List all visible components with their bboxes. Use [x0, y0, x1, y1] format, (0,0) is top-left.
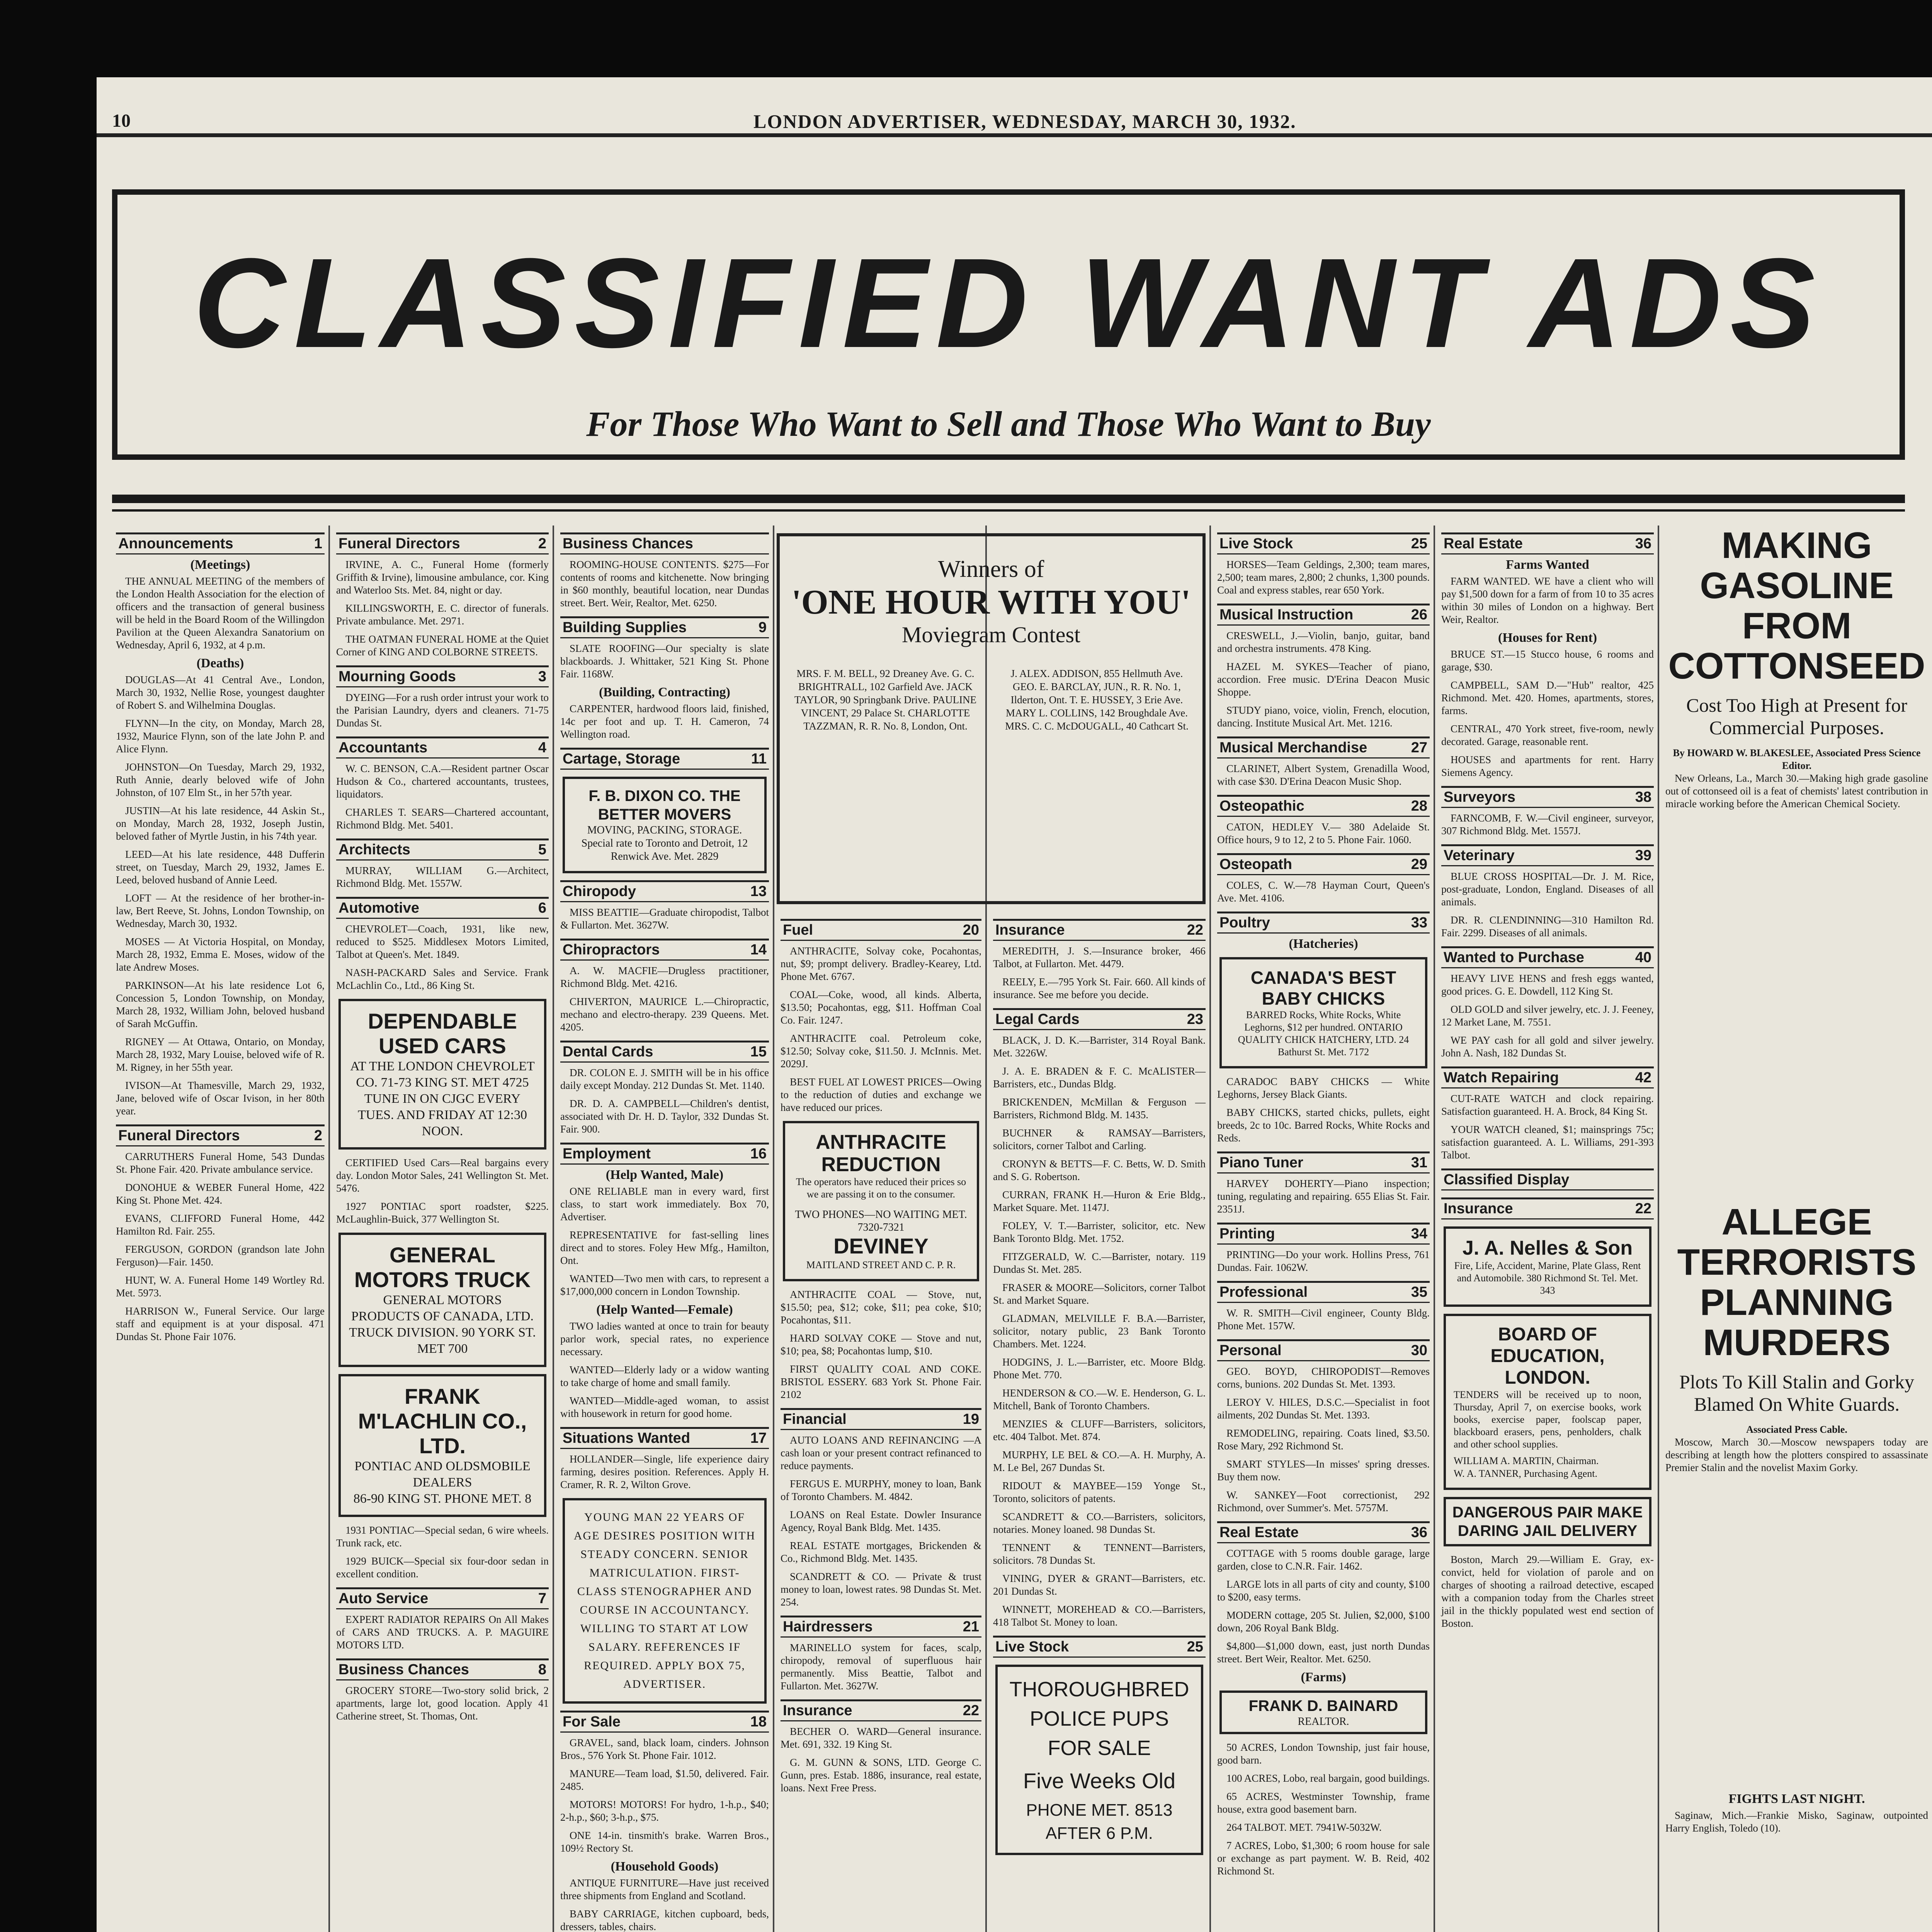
sub-header: Farms Wanted [1506, 558, 1589, 572]
classified-ad: LOFT — At the residence of her brother-in-law, Bert Reeve, St. Johns, London Township, on Wednesday, March 30, 1932. [116, 892, 325, 929]
classified-ad: CARPENTER, hardwood floors laid, finished, 14c per foot and up. T. H. Cameron, 74 Wellington road. [560, 703, 769, 740]
classified-ad: CRONYN & BETTS—F. C. Betts, W. D. Smith and S. G. Robertson. [993, 1158, 1206, 1182]
news-headline: ALLEGE TERRORISTS PLANNING MURDERS [1677, 1201, 1917, 1363]
contest-title: Winners of [938, 556, 1044, 582]
classified-ad: RIDOUT & MAYBEE—159 Yonge St., Toronto, solicitors of patents. [993, 1480, 1206, 1504]
classified-ad: EVANS, CLIFFORD Funeral Home, 442 Hamilton Rd. Fair. 255. [116, 1213, 325, 1237]
classified-ad: W. R. SMITH—Civil engineer, County Bldg. Phone Met. 157W. [1217, 1307, 1430, 1332]
classified-ad: BRUCE ST.—15 Stucco house, 6 rooms and garage, $30. [1441, 648, 1654, 673]
classified-ad: ANTHRACITE coal. Petroleum coke, $12.50; Solvay coke, $11.50. J. McInnis. Met. 2029J. [781, 1032, 981, 1070]
classified-ad: LOANS on Real Estate. Dowler Insurance Agency, Royal Bank Bldg. Met. 1435. [781, 1509, 981, 1533]
section-header: Automotive 6 [336, 897, 549, 919]
sub-header: (Houses for Rent) [1498, 631, 1597, 645]
classified-ad: IRVINE, A. C., Funeral Home (formerly Griffith & Irvine), limousine ambulance, cor. King and Waterloo Sts. Met. 84, night or day. [336, 559, 549, 596]
display-ad-address: MAITLAND STREET AND C. P. R. [806, 1259, 956, 1270]
classified-ad: 1929 BUICK—Special six four-door sedan in excellent condition. [336, 1555, 549, 1580]
classified-ad: RIGNEY — At Ottawa, Ontario, on Monday, March 28, 1932, Mary Louise, beloved wife of R. M. Rigney, in her 55th year. [116, 1036, 325, 1073]
news-story: Moscow, March 30.—Moscow newspapers today are describing at length how the plotters conspired to assassinate Premier Stalin and the novelist Maxim Gorky. [1665, 1436, 1928, 1473]
classified-ad: BLUE CROSS HOSPITAL—Dr. J. M. Rice, post-graduate, London, England. Diseases of all animals. [1441, 871, 1654, 908]
classified-ad: LEROY V. HILES, D.S.C.—Specialist in foot ailments, 202 Dundas St. Met. 1393. [1217, 1396, 1430, 1421]
classified-ad: ANTHRACITE, Solvay coke, Pocahontas, nut, $9; prompt delivery. Bradley-Kearey, Ltd. Phone Met. 6767. [781, 945, 981, 982]
section-header: Financial 19 [781, 1408, 981, 1430]
display-ad-phone: TWO PHONES—NO WAITING MET. 7320-7321 [795, 1209, 967, 1233]
classified-ad: SLATE ROOFING—Our specialty is slate blackboards. J. Whittaker, 521 King St. Phone Fair. 1168W. [560, 643, 769, 680]
classified-ad: WANTED—Middle-aged woman, to assist with housework in return for good home. [560, 1395, 769, 1419]
classified-ad: CHARLES T. SEARS—Chartered accountant, Richmond Bldg. Met. 5401. [336, 806, 549, 831]
display-ad-text: MOVING, PACKING, STORAGE. Special rate to Toronto and Detroit, 12 Renwick Ave. Met. 2829 [581, 824, 748, 862]
display-ad-title: F. B. DIXON CO. THE BETTER MOVERS [588, 787, 741, 823]
classified-ad: G. M. GUNN & SONS, LTD. George C. Gunn, pres. Estab. 1886, insurance, real estate, loans. Next Free Press. [781, 1757, 981, 1794]
display-ad-text: Fire, Life, Accident, Marine, Plate Glass, Rent and Automobile. 380 Richmond St. Tel. Met. 343 [1454, 1260, 1641, 1296]
classified-ad: DYEING—For a rush order intrust your work to the Parisian Laundry, dyers and cleaners. 71-75 Dundas St. [336, 692, 549, 729]
news-story-continued [1665, 816, 1928, 1202]
display-ad-bainard [1219, 1690, 1427, 1734]
sub-header: (Building, Contracting) [599, 685, 731, 699]
column-4 [777, 912, 985, 1897]
display-ad-text: PONTIAC AND OLDSMOBILE DEALERS [354, 1459, 531, 1490]
classified-ad: HOUSES and apartments for rent. Harry Siemens Agency. [1441, 754, 1654, 778]
classified-ad: 1927 PONTIAC sport roadster, $225. McLaughlin-Buick, 377 Wellington St. [336, 1201, 549, 1225]
classified-ad: KILLINGSWORTH, E. C. director of funerals. Private ambulance. Met. 2971. [336, 602, 549, 627]
classified-ad: CURRAN, FRANK H.—Huron & Erie Bldg., Market Square. Met. 1147J. [993, 1189, 1206, 1213]
section-header: Chiropody 13 [560, 880, 769, 902]
contest-movie-title: 'ONE HOUR WITH YOU' [791, 583, 1191, 621]
display-ad-text: GENERAL MOTORS PRODUCTS OF CANADA, LTD. TRUCK DIVISION. 90 YORK ST. MET 700 [349, 1293, 536, 1356]
classified-ad: SCANDRETT & CO.—Barristers, solicitors, notaries. Money loaned. 98 Dundas St. [993, 1511, 1206, 1535]
classified-ad: JUSTIN—At his late residence, 44 Askin St., on Monday, March 28, 1932, Joseph Justin, beloved father of Myrtle Justin, in his 74th year. [116, 805, 325, 842]
classified-ad: J. A. E. BRADEN & F. C. McALISTER—Barristers, etc., Dundas Bldg. [993, 1065, 1206, 1090]
column-6 [1213, 526, 1434, 1932]
display-ad-phone: PHONE MET. 8513 AFTER 6 P.M. [1026, 1801, 1173, 1843]
classified-ad: WANTED—Elderly lady or a widow wanting to take charge of home and small family. [560, 1364, 769, 1388]
display-ad-address: 86-90 KING ST. PHONE MET. 8 [353, 1492, 532, 1506]
display-ad-young-man: YOUNG MAN 22 YEARS OF AGE DESIRES POSITION WITH STEADY CONCERN. SENIOR MATRICULATION. FIRST-CLASS STENOGRAPHER AND COURSE IN ACCOUNTANCY. WILLING TO START AT LOW SALARY. REFERENCES IF REQUIRED. APPLY BOX 75, ADVERTISER. [563, 1498, 767, 1704]
classified-ad: MOTORS! MOTORS! For hydro, 1-h.p., $40; 2-h.p., $60; 3-h.p., $75. [560, 1799, 769, 1823]
column-1 [112, 526, 328, 1932]
display-ad-mclachlin [338, 1374, 546, 1517]
news-deck: Plots To Kill Stalin and Gorky Blamed On White Guards. [1679, 1371, 1915, 1415]
classified-ad: VINING, DYER & GRANT—Barristers, etc. 201 Dundas St. [993, 1573, 1206, 1597]
sub-header: (Household Goods) [611, 1859, 719, 1874]
section-header: Auto Service 7 [336, 1587, 549, 1609]
section-header: Live Stock 25 [1217, 532, 1430, 554]
classified-ad: CATON, HEDLEY V.— 380 Adelaide St. Office hours, 9 to 12, 2 to 5. Phone Fair. 1060. [1217, 821, 1430, 845]
section-header: Musical Instruction 26 [1217, 604, 1430, 626]
classified-ad: COAL—Coke, wood, all kinds. Alberta, $13.50; Pocahontas, egg, $11. Hoffman Coal Co. Fair. 1247. [781, 989, 981, 1026]
classified-ad: 264 TALBOT. MET. 7941W-5032W. [1226, 1821, 1382, 1833]
classified-ad: FERGUS E. MURPHY, money to loan, Bank of Toronto Chambers. M. 4842. [781, 1478, 981, 1502]
section-header: Architects 5 [336, 838, 549, 861]
section-header: Accountants 4 [336, 736, 549, 759]
classified-ad: MARINELLO system for faces, scalp, chiropody, removal of superfluous hair permanently. Miss Beattie, Talbot and Fullarton. Met. 3627W. [781, 1642, 981, 1692]
section-header: Business Chances 8 [336, 1658, 549, 1680]
section-header: Funeral Directors 2 [336, 532, 549, 554]
classified-ad: 65 ACRES, Westminster Township, frame house, extra good basement barn. [1217, 1791, 1430, 1815]
classified-ad: BUCHNER & RAMSAY—Barristers, solicitors, corner Talbot and Carling. [993, 1127, 1206, 1151]
section-header: Surveyors 38 [1441, 786, 1654, 808]
section-header: Building Supplies 9 [560, 616, 769, 638]
banner-rule [112, 495, 1905, 503]
classified-ad: ROOMING-HOUSE CONTENTS. $275—For contents of rooms and kitchenette. Now bringing in $60 monthly, beautiful location, near Dundas street. Bert. Weir, Realtor, Met. 6250. [560, 559, 769, 609]
classified-ad: WINNETT, MOREHEAD & CO.—Barristers, 418 Talbot St. Money to loan. [993, 1604, 1206, 1628]
classified-ad: CARADOC BABY CHICKS — White Leghorns, Jersey Black Giants. [1217, 1076, 1430, 1100]
classified-ad: REELY, E.—795 York St. Fair. 660. All kinds of insurance. See me before you decide. [993, 976, 1206, 1000]
column-rule [773, 526, 774, 1932]
section-header: Poultry 33 [1217, 912, 1430, 934]
classified-ad: CLARINET, Albert System, Grenadilla Wood, with case $30. D'Erina Deacon Music Shop. [1217, 763, 1430, 787]
news-byline: Associated Press Cable. [1746, 1424, 1847, 1435]
section-header: Personal 30 [1217, 1339, 1430, 1361]
classified-ad: HORSES—Team Geldings, 2,300; team mares, 2,500; team mares, 2,800; 2 chunks, 1,300 pounds. Coal and express stables, rear 650 York. [1217, 559, 1430, 596]
classified-ad: FLYNN—In the city, on Monday, March 28, 1932, Maurice Flynn, son of the late John P. and Alice Flynn. [116, 718, 325, 755]
section-header: Classified Display [1441, 1168, 1654, 1190]
display-ad-used-cars [338, 999, 546, 1150]
contest-subtitle: Moviegram Contest [901, 622, 1081, 647]
news-deck: Cost Too High at Present for Commercial Purposes. [1686, 694, 1907, 738]
classified-ad: BRICKENDEN, McMillan & Ferguson —Barristers, Richmond Bldg. M. 1435. [993, 1096, 1206, 1121]
classified-ad: CAMPBELL, SAM D.—"Hub" realtor, 425 Richmond. Met. 420. Homes, apartments, stores, farms. [1441, 679, 1654, 716]
classified-ad: MANURE—Team load, $1.50, delivered. Fair. 2485. [560, 1768, 769, 1792]
news-byline: By HOWARD W. BLAKESLEE, Associated Press Science Editor. [1673, 747, 1921, 771]
section-header: Real Estate 36 [1217, 1521, 1430, 1543]
classified-ad: FIRST QUALITY COAL AND COKE. BRISTOL ESSERY. 683 York St. Phone Fair. 2102 [781, 1363, 981, 1400]
classified-ad: FITZGERALD, W. C.—Barrister, notary. 119 Dundas St. Met. 285. [993, 1251, 1206, 1275]
classified-ad: CERTIFIED Used Cars—Real bargains every day. London Motor Sales, 241 Wellington St. Met. 5476. [336, 1157, 549, 1194]
display-ad-board-of-education [1444, 1314, 1651, 1490]
display-ad-subtitle: REALTOR. [1298, 1716, 1349, 1728]
classified-ad: FARM WANTED. WE have a client who will pay $1,500 down for a farm of from 10 to 35 acres within 30 miles of London on a highway. Bert Weir, Realtor. [1441, 575, 1654, 625]
banner-title: CLASSIFIED WANT ADS [193, 231, 1824, 374]
classified-ad: A. W. MACFIE—Drugless practitioner, Richmond Bldg. Met. 4216. [560, 965, 769, 989]
classified-ad: YOUR WATCH cleaned, $1; mainsprings 75c; satisfaction guaranteed. A. L. Williams, 291-393 Talbot. [1441, 1124, 1654, 1161]
section-header: Live Stock 25 [993, 1636, 1206, 1658]
sub-header: (Farms) [1301, 1670, 1346, 1684]
display-ad-company: DEVINEY [833, 1234, 929, 1258]
display-ad-signature: WILLIAM A. MARTIN, Chairman. [1454, 1455, 1599, 1466]
display-ad-title: FRANK M'LACHLIN CO., LTD. [358, 1384, 527, 1458]
display-ad-text: AT THE LONDON CHEVROLET CO. 71-73 KING ST. MET 4725 TUNE IN ON CJGC EVERY TUES. AND FRIDAY AT 12:30 NOON. [350, 1059, 535, 1138]
section-header: Situations Wanted 17 [560, 1427, 769, 1449]
classified-ad: ANTHRACITE COAL — Stove, nut, $15.50; pea, $12; coke, $11; pea coke, $10; Pocahontas, $11. [781, 1289, 981, 1326]
classified-ad: THE ANNUAL MEETING of the members of the London Health Association for the election of officers and the transaction of general business will be held in the Board Room of the Willingdon Pavilion at the Queen Alexandra Sanatorium on Wednesday, April 6, 1932, at 4 p.m. [116, 575, 325, 651]
classified-banner [112, 189, 1905, 460]
column-2 [332, 526, 553, 1932]
classified-ad: FOLEY, V. T.—Barrister, solicitor, etc. New Bank Toronto Bldg. Met. 1752. [993, 1220, 1206, 1244]
classified-ad: HODGINS, J. L.—Barrister, etc. Moore Bldg. Phone Met. 770. [993, 1356, 1206, 1381]
section-header: Insurance 22 [1441, 1197, 1654, 1219]
sub-header: (Deaths) [196, 656, 244, 670]
news-story: New Orleans, La., March 30.—Making high grade gasoline out of cottonseed oil is a feat of chemists' latest contribution in miracle working before the American Chemical Society. [1665, 772, 1928, 810]
classified-ad: GROCERY STORE—Two-story solid brick, 2 apartments, large lot, good location. Apply 41 Catherine street, St. Thomas, Ont. [336, 1685, 549, 1722]
display-ad-title: DEPENDABLE USED CARS [368, 1009, 517, 1058]
section-header: Fuel 20 [781, 919, 981, 941]
classified-ad: COLES, C. W.—78 Hayman Court, Queen's Ave. Met. 4106. [1217, 879, 1430, 904]
classified-ad: JOHNSTON—On Tuesday, March 29, 1932, Ruth Annie, dearly beloved wife of John Johnston, of 107 Elm St., in her 57th year. [116, 761, 325, 798]
section-header: Employment 16 [560, 1143, 769, 1165]
section-header: Chiropractors 14 [560, 939, 769, 961]
classified-ad: HENDERSON & CO.—W. E. Henderson, G. L. Mitchell, Bank of Toronto Chambers. [993, 1387, 1206, 1412]
classified-ad: CENTRAL, 470 York street, five-room, newly decorated. Garage, reasonable rent. [1441, 723, 1654, 747]
section-header: Legal Cards 23 [993, 1008, 1206, 1030]
column-rule [553, 526, 554, 1932]
column-3 [556, 526, 773, 1932]
classified-ad: LARGE lots in all parts of city and county, $100 to $200, easy terms. [1217, 1578, 1430, 1603]
classified-ad: OLD GOLD and silver jewelry, etc. J. J. Feeney, 12 Market Lane, M. 7551. [1441, 1003, 1654, 1028]
winner-list-left: MRS. F. M. BELL, 92 Dreaney Ave. G. C. BRIGHTRALL, 102 Garfield Ave. JACK TAYLOR, 90 Springbank Drive. PAULINE VINCENT, 29 Palace St. CHARLOTTE TAZZMAN, R. R. No. 8, London, Ont. [794, 668, 977, 732]
section-header: Osteopathic 28 [1217, 795, 1430, 817]
classified-ad: DONOHUE & WEBER Funeral Home, 422 King St. Phone Met. 424. [116, 1182, 325, 1206]
news-headline: MAKING GASOLINE FROM COTTONSEED [1668, 526, 1925, 687]
winner-list-right: J. ALEX. ADDISON, 855 Hellmuth Ave. GEO. E. BARCLAY, JUN., R. R. No. 1, Ilderton, Ont. T. E. HUSSEY, 3 Erie Ave. MARY L. COLLINS, 142 Broughdale Ave. MRS. C. C. McDOUGALL, 40 Cathcart St. [1005, 668, 1189, 732]
display-ad-title: BOARD OF EDUCATION, LONDON. [1490, 1324, 1605, 1388]
classified-ad: DR. R. CLENDINNING—310 Hamilton Rd. Fair. 2299. Diseases of all animals. [1441, 914, 1654, 939]
classified-ad: CARRUTHERS Funeral Home, 543 Dundas St. Phone Fair. 420. Private ambulance service. [116, 1151, 325, 1175]
news-headline: DANGEROUS PAIR MAKE DARING JAIL DELIVERY [1452, 1504, 1643, 1539]
classified-ad: REPRESENTATIVE for fast-selling lines direct and to stores. Foley Hew Mfg., Hamilton, Ont. [560, 1229, 769, 1266]
classified-ad: HARD SOLVAY COKE — Stove and nut, $10; pea, $8; Pocahontas lump, $10. [781, 1332, 981, 1357]
classified-ad: SCANDRETT & CO. — Private & trust money to loan, lowest rates. 98 Dundas St. Met. 254. [781, 1571, 981, 1608]
dateline: LONDON ADVERTISER, WEDNESDAY, MARCH 30, 1932. [753, 111, 1296, 132]
column-rule [1209, 526, 1211, 1932]
classified-ad: AUTO LOANS AND REFINANCING —A cash loan or your present contract refinanced to reduce payments. [781, 1434, 981, 1471]
column-rule [1658, 526, 1659, 1932]
section-header: Piano Tuner 31 [1217, 1151, 1430, 1173]
display-ad-title: GENERAL MOTORS TRUCK [354, 1243, 531, 1292]
classified-ad: BLACK, J. D. K.—Barrister, 314 Royal Bank. Met. 3226W. [993, 1034, 1206, 1059]
section-header: Musical Merchandise 27 [1217, 736, 1430, 759]
classified-ad: COTTAGE with 5 rooms double garage, large garden, close to C.N.R. Fair. 1462. [1217, 1548, 1430, 1572]
sub-header: (Hatcheries) [1289, 937, 1358, 951]
classified-ad: BEST FUEL AT LOWEST PRICES—Owing to the reduction of duties and exchange we have reduced our prices. [781, 1076, 981, 1113]
classified-ad: REMODELING, repairing. Coats lined, $3.50. Rose Mary, 292 Richmond St. [1217, 1427, 1430, 1452]
classified-ad: FARNCOMB, F. W.—Civil engineer, surveyor, 307 Richmond Bldg. Met. 1557J. [1441, 812, 1654, 837]
classified-ad: 100 ACRES, Lobo, real bargain, good buildings. [1226, 1772, 1430, 1784]
banner-subtitle: For Those Who Want to Sell and Those Who Want to Buy [586, 404, 1431, 444]
classified-ad: HOLLANDER—Single, life experience dairy farming, desires position. References. Apply H. Cramer, R. R. 2, Wilton Grove. [560, 1453, 769, 1490]
sub-header: (Meetings) [190, 558, 250, 572]
classified-ad: DR. COLON E. J. SMITH will be in his office daily except Monday. 212 Dundas St. Met. 1140. [560, 1067, 769, 1091]
display-ad-text: TENDERS will be received up to noon, Thursday, April 7, on exercise books, work books, exercise paper, foolscap paper, blackboard erasers, pens, penholders, chalk and other school supplies. [1454, 1389, 1641, 1450]
section-header: Printing 34 [1217, 1223, 1430, 1245]
classified-ad: W. C. BENSON, C.A.—Resident partner Oscar Hudson & Co., chartered accountants, trustees, liquidators. [336, 763, 549, 800]
display-ad-title: CANADA'S BEST BABY CHICKS [1250, 968, 1396, 1009]
classified-ad: 50 ACRES, London Township, just fair house, good barn. [1217, 1742, 1430, 1766]
section-header: Veterinary 39 [1441, 844, 1654, 866]
classified-ad: BABY CHICKS, started chicks, pullets, eight breeds, 2c to 10c. Barred Rocks, White Rocks and Reds. [1217, 1107, 1430, 1144]
column-7 [1437, 526, 1658, 1932]
classified-ad: CRESWELL, J.—Violin, banjo, guitar, band and orchestra instruments. 478 King. [1217, 630, 1430, 654]
classified-ad: W. SANKEY—Foot correctionist, 292 Richmond, over Summer's. Met. 5757M. [1217, 1489, 1430, 1514]
column-rule [1434, 526, 1435, 1932]
section-header: Real Estate 36 [1441, 532, 1654, 554]
section-header: Insurance 22 [781, 1699, 981, 1721]
classified-ad: 1931 PONTIAC—Special sedan, 6 wire wheels. Trunk rack, etc. [336, 1524, 549, 1549]
classified-ad: NASH-PACKARD Sales and Service. Frank McLachlin Co., Ltd., 86 King St. [336, 967, 549, 991]
display-ad-dixon [563, 777, 767, 873]
classified-ad: ONE 14-in. tinsmith's brake. Warren Bros., 109½ Rectory St. [560, 1830, 769, 1854]
section-header: Cartage, Storage 11 [560, 748, 769, 770]
display-ad-gm-truck [338, 1233, 546, 1367]
section-header: Announcements 1 [116, 532, 325, 554]
display-ad-nelles [1444, 1226, 1651, 1307]
display-ad-police-pups [995, 1665, 1203, 1855]
classified-ad: HEAVY LIVE HENS and fresh eggs wanted, good prices. G. E. Dowdell, 112 King St. [1441, 973, 1654, 997]
sub-header: (Help Wanted—Female) [596, 1303, 733, 1317]
section-header: Business Chances [560, 532, 769, 554]
classified-ad: EXPERT RADIATOR REPAIRS On All Makes of CARS AND TRUCKS. A. P. MAGUIRE MOTORS LTD. [336, 1614, 549, 1651]
classified-ad: CUT-RATE WATCH and clock repairing. Satisfaction guaranteed. H. A. Brock, 84 King St. [1441, 1093, 1654, 1117]
classified-ad: MENZIES & CLUFF—Barristers, solicitors, etc. 404 Talbot. Met. 874. [993, 1418, 1206, 1442]
section-header: Professional 35 [1217, 1281, 1430, 1303]
display-ad-title: J. A. Nelles & Son [1462, 1237, 1633, 1259]
display-ad-baby-chicks [1219, 957, 1427, 1068]
classified-ad: CHIVERTON, MAURICE L.—Chiropractic, mechano and electro-therapy. 239 Queens. Met. 4205. [560, 996, 769, 1033]
section-header: For Sale 18 [560, 1711, 769, 1733]
classified-ad: $4,800—$1,000 down, east, just north Dundas street. Bert Weir, Realtor. Met. 6250. [1217, 1640, 1430, 1665]
banner-rule-thin [112, 509, 1905, 512]
classified-ad: PARKINSON—At his late residence Lot 6, Concession 5, London Township, on Monday, March 28, 1932, William John, beloved husband of Sarah McGuffin. [116, 980, 325, 1029]
display-ad-title: THOROUGHBRED POLICE PUPS FOR SALE [1009, 1678, 1189, 1760]
section-header: Insurance 22 [993, 919, 1206, 941]
section-header: Hairdressers 21 [781, 1616, 981, 1638]
classified-ad: TENNENT & TENNENT—Barristers, solicitors. 78 Dundas St. [993, 1542, 1206, 1566]
classified-ad: MURRAY, WILLIAM G.—Architect, Richmond Bldg. Met. 1557W. [336, 865, 549, 889]
news-story: Boston, March 29.—William E. Gray, ex-convict, held for violation of parole and on charges of shooting a railroad detective, escaped with a companion today from the Charles street jail in the thickly populated west end section of Boston. [1441, 1554, 1654, 1629]
news-dangerous-pair [1444, 1497, 1651, 1546]
section-header: Dental Cards 15 [560, 1041, 769, 1063]
classified-ad: HARRISON W., Funeral Service. Our large staff and equipment is at your disposal. 471 Dundas St. Phone Fair 1076. [116, 1305, 325, 1342]
classified-ad: WE PAY cash for all gold and silver jewelry. John A. Nash, 182 Dundas St. [1441, 1034, 1654, 1059]
display-ad-deviney [783, 1121, 979, 1281]
classified-ad: 7 ACRES, Lobo, $1,300; 6 room house for sale or exchange as part payment. W. B. Reid, 402 Richmond St. [1217, 1840, 1430, 1877]
classified-ad: FERGUSON, GORDON (grandson late John Ferguson)—Fair. 1450. [116, 1243, 325, 1268]
section-header: Watch Repairing 42 [1441, 1066, 1654, 1088]
classified-ad: HAZEL M. SYKES—Teacher of piano, accordion. Free music. D'Erina Deacon Music Shoppe. [1217, 661, 1430, 698]
column-5 [989, 912, 1209, 1932]
classified-ad: MISS BEATTIE—Graduate chiropodist, Talbot & Fullarton. Met. 3627W. [560, 906, 769, 931]
contest-winners-box [777, 533, 1206, 904]
classified-ad: HARVEY DOHERTY—Piano inspection; tuning, regulating and repairing. 655 Elias St. Fair. 2351J. [1217, 1178, 1430, 1215]
classified-ad: TWO ladies wanted at once to train for beauty parlor work, special rates, no experience necessary. [560, 1320, 769, 1357]
news-story-continued [1665, 1480, 1928, 1789]
classified-ad: MURPHY, LE BEL & CO.—A. H. Murphy, A. M. Le Bel, 267 Dundas St. [993, 1449, 1206, 1473]
classified-ad: REAL ESTATE mortgages, Brickenden & Co., Richmond Bldg. Met. 1435. [781, 1540, 981, 1564]
fights-heading: FIGHTS LAST NIGHT. [1728, 1792, 1865, 1806]
classified-ad: HUNT, W. A. Funeral Home 149 Wortley Rd. Met. 5973. [116, 1274, 325, 1299]
classified-ad: GEO. BOYD, CHIROPODIST—Removes corns, bunions. 202 Dundas St. Met. 1393. [1217, 1366, 1430, 1390]
classified-ad: ONE RELIABLE man in every ward, first class, to start work immediately. Box 70, Advertiser. [560, 1185, 769, 1223]
classified-ad: STUDY piano, voice, violin, French, elocution, dancing. Institute Musical Art. Met. 1216. [1217, 704, 1430, 729]
classified-ad: BECHER O. WARD—General insurance. Met. 691, 332. 19 King St. [781, 1726, 981, 1750]
display-ad-signature: W. A. TANNER, Purchasing Agent. [1454, 1468, 1598, 1479]
classified-ad: MODERN cottage, 205 St. Julien, $2,000, $100 down, 206 Royal Bank Bldg. [1217, 1609, 1430, 1634]
sub-header: (Help Wanted, Male) [605, 1168, 724, 1182]
contest-winner-lists [780, 667, 1202, 733]
section-header: Mourning Goods 3 [336, 665, 549, 687]
fights-results: Saginaw, Mich.—Frankie Misko, Saginaw, outpointed Harry English, Toledo (10). [1665, 1810, 1928, 1834]
section-header: Wanted to Purchase 40 [1441, 946, 1654, 968]
classified-ad: CHEVROLET—Coach, 1931, like new, reduced to $525. Middlesex Motors Limited, Talbot at Queen's. Met. 1849. [336, 923, 549, 960]
masthead [97, 110, 1932, 137]
classified-ad: DR. D. A. CAMPBELL—Children's dentist, associated with Dr. H. D. Taylor, 332 Dundas St. Fair. 900. [560, 1098, 769, 1135]
classified-ad: GLADMAN, MELVILLE F. B.A.—Barrister, solicitor, notary public, 23 Bank Toronto Chambers. Met. 1224. [993, 1313, 1206, 1350]
classified-ad: ANTIQUE FURNITURE—Have just received three shipments from England and Scotland. [560, 1877, 769, 1901]
classified-ad: DOUGLAS—At 41 Central Ave., London, March 30, 1932, Nellie Rose, youngest daughter of Robert S. and Wilhelmina Douglas. [116, 674, 325, 711]
classified-ad: LEED—At his late residence, 448 Dufferin street, on Tuesday, March 29, 1932, James E. Leed, beloved husband of Annie Leed. [116, 849, 325, 886]
display-ad-text: The operators have reduced their prices so we are passing it on to the consumer. [796, 1176, 966, 1200]
classified-ad: WANTED—Two men with cars, to represent a $17,000,000 concern in London Township. [560, 1273, 769, 1297]
classified-ad: THE OATMAN FUNERAL HOME at the Quiet Corner of KING AND COLBORNE STREETS. [336, 633, 549, 658]
column-8 [1662, 526, 1932, 1932]
newspaper-page [97, 77, 1932, 1932]
classified-ad: PRINTING—Do your work. Hollins Press, 761 Dundas. Fair. 1062W. [1217, 1249, 1430, 1273]
page-number: 10 [112, 111, 131, 131]
classified-ad: SMART STYLES—In misses' spring dresses. Buy them now. [1217, 1458, 1430, 1483]
section-header: Osteopath 29 [1217, 853, 1430, 875]
classified-ad: GRAVEL, sand, black loam, cinders. Johnson Bros., 576 York St. Phone Fair. 1012. [560, 1737, 769, 1761]
display-ad-title: FRANK D. BAINARD [1248, 1697, 1398, 1714]
classified-ad: FRASER & MOORE—Solicitors, corner Talbot St. and Market Square. [993, 1282, 1206, 1306]
display-ad-age: Five Weeks Old [1023, 1769, 1176, 1793]
display-ad-title: ANTHRACITE REDUCTION [816, 1131, 946, 1176]
classified-ad: BABY CARRIAGE, kitchen cupboard, beds, dressers, tables, chairs. [560, 1908, 769, 1932]
column-rule [328, 526, 330, 1932]
classified-ad: MOSES — At Victoria Hospital, on Monday, March 28, 1932, Emma E. Moses, widow of the late Andrew Moses. [116, 936, 325, 973]
section-header: Funeral Directors 2 [116, 1124, 325, 1146]
classified-ad: IVISON—At Thamesville, March 29, 1932, Jane, beloved wife of Oscar Ivison, in her 80th year. [116, 1080, 325, 1117]
classified-ad: MEREDITH, J. S.—Insurance broker, 466 Talbot, at Fullarton. Met. 4479. [993, 945, 1206, 969]
display-ad-text: BARRED Rocks, White Rocks, White Leghorns, $12 per hundred. ONTARIO QUALITY CHICK HATCHERY, LTD. 24 Bathurst St. Met. 7172 [1238, 1009, 1409, 1058]
